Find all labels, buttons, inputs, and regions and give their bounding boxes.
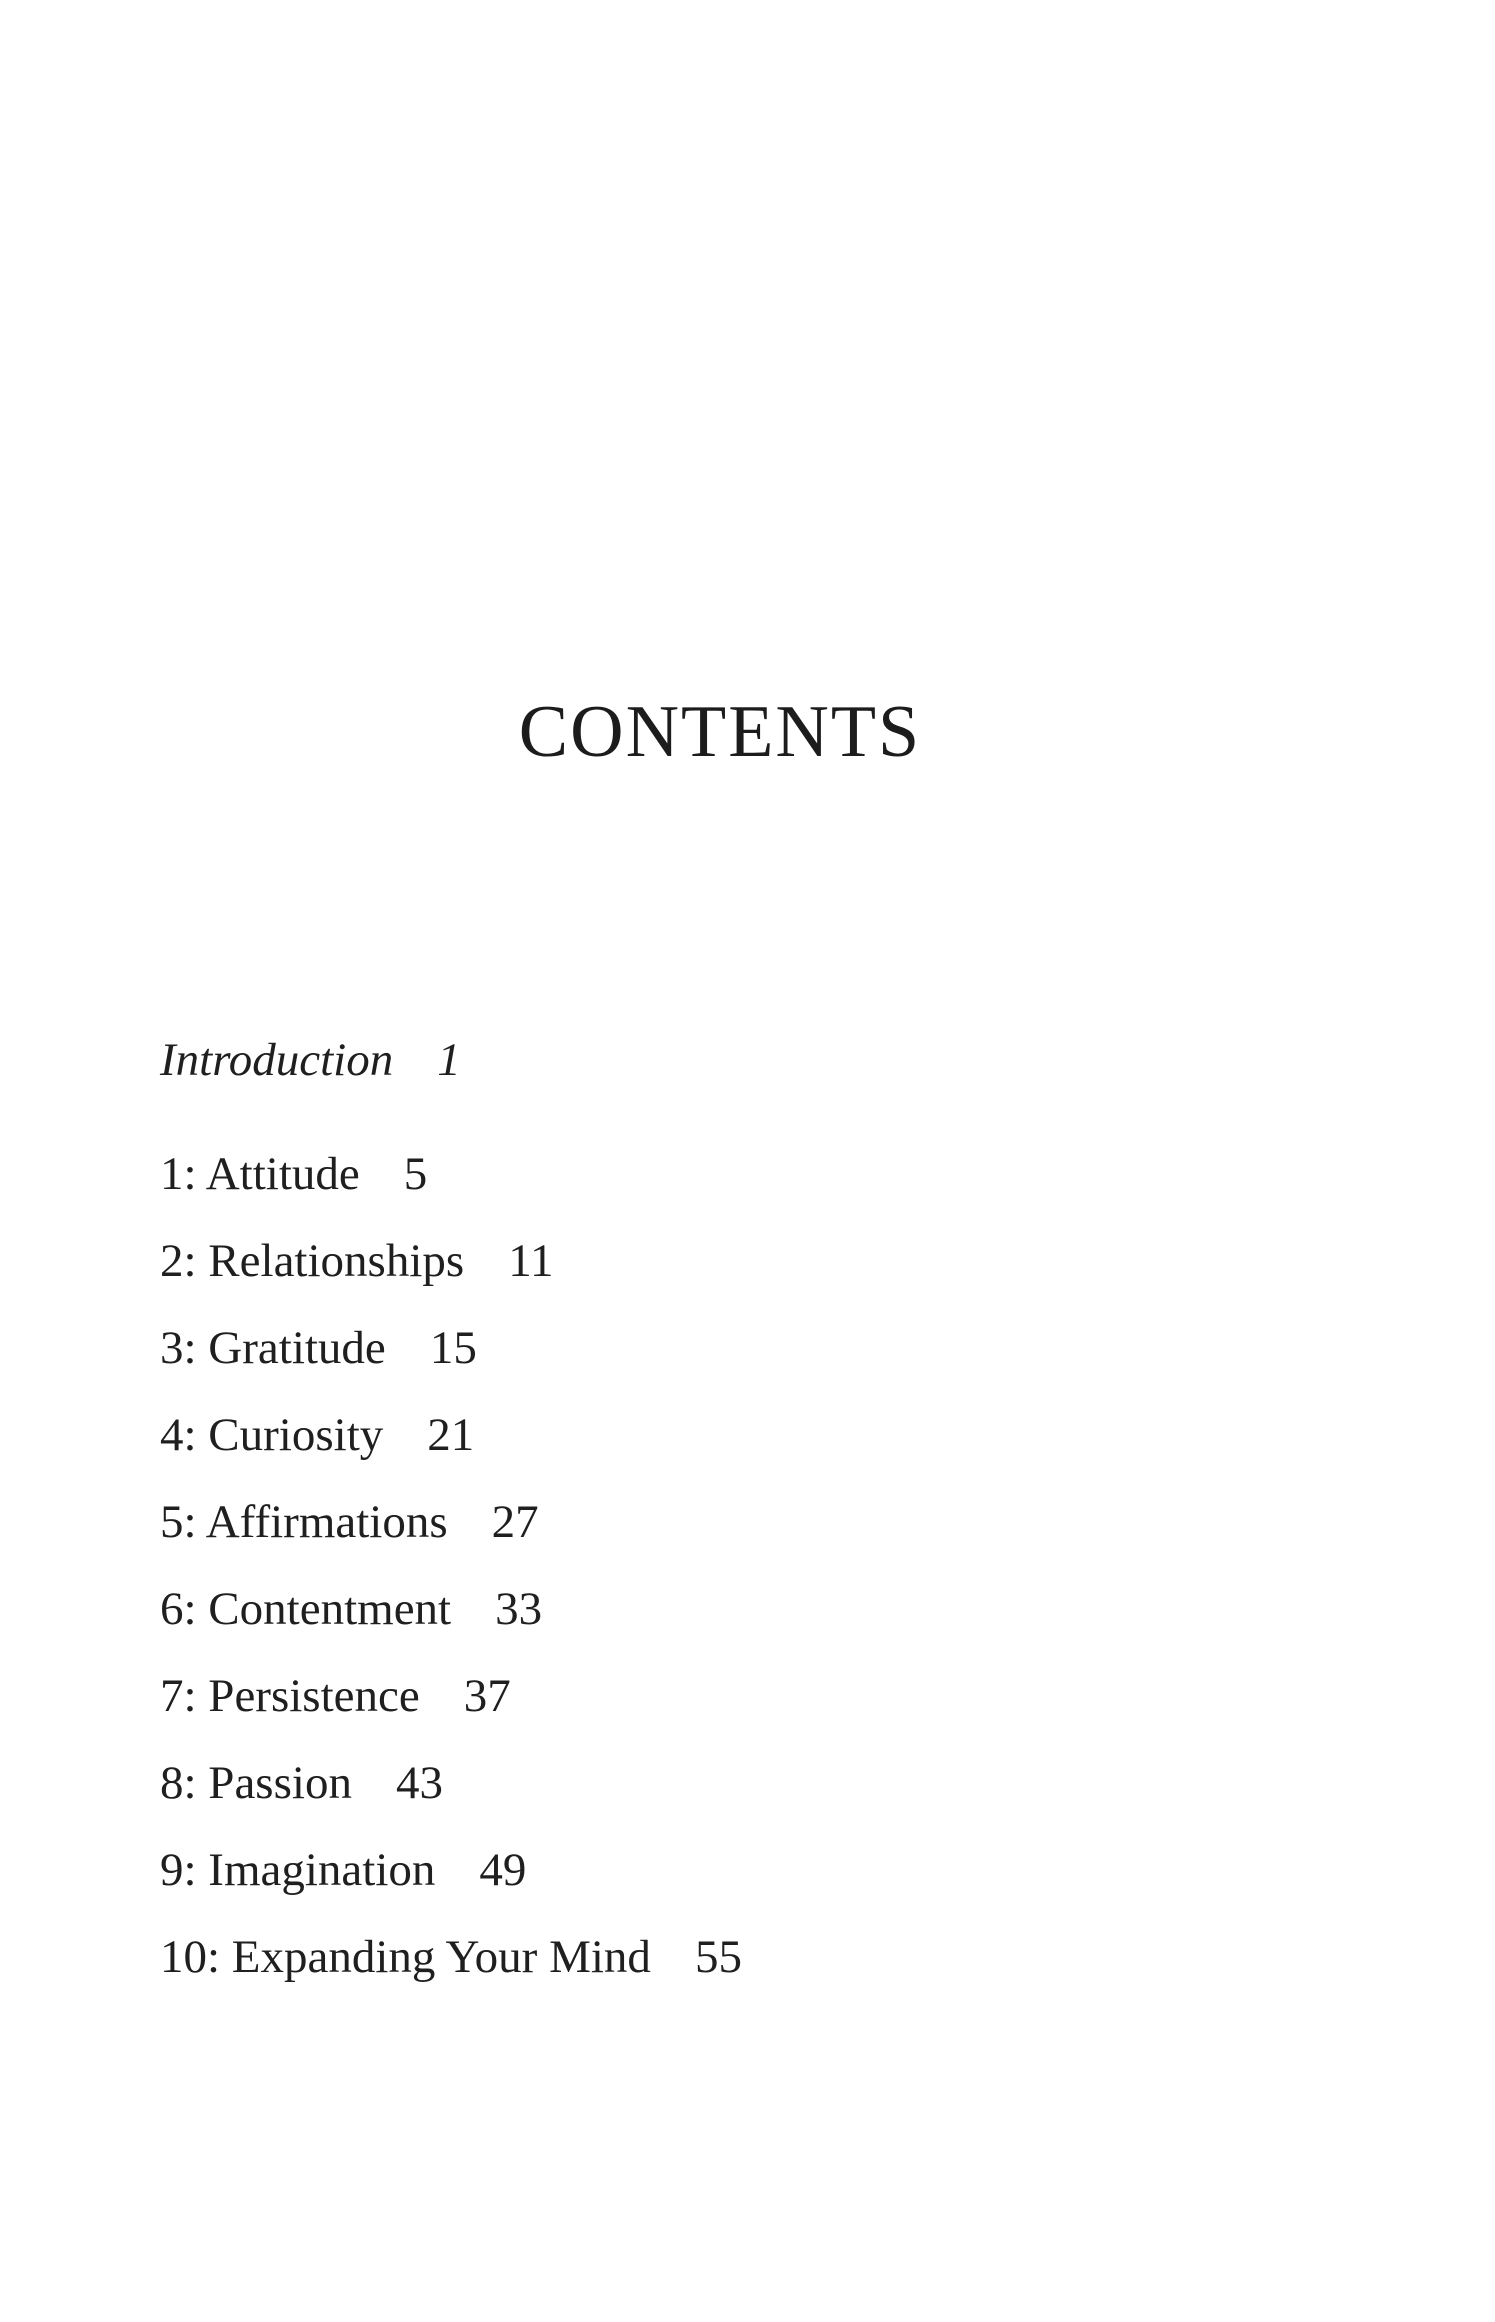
toc-entry-page: 49 <box>479 1844 527 1896</box>
toc-entry-chapter-3 <box>160 1316 1260 1380</box>
toc-entry-page: 21 <box>427 1409 475 1461</box>
toc-entry-chapter-1 <box>160 1142 1260 1206</box>
page-title: CONTENTS <box>518 691 922 773</box>
toc-entry-page: 27 <box>491 1496 539 1548</box>
toc-entry-label: 1: Attitude <box>160 1148 360 1200</box>
toc-entry-label: 9: Imagination <box>160 1844 436 1896</box>
toc-entry-page: 5 <box>403 1148 428 1200</box>
toc-entry-introduction <box>160 1028 1260 1092</box>
toc-entry-chapter-8 <box>160 1751 1260 1815</box>
toc-entry-chapter-10 <box>160 1925 1260 1989</box>
toc-entry-chapter-2 <box>160 1229 1260 1293</box>
toc-entry-page: 33 <box>495 1583 543 1635</box>
table-of-contents <box>160 1028 1260 2012</box>
toc-entry-chapter-6 <box>160 1577 1260 1641</box>
toc-entry-page: 11 <box>508 1235 554 1287</box>
toc-entry-label: 4: Curiosity <box>160 1409 384 1461</box>
toc-entry-label: 10: Expanding Your Mind <box>160 1931 651 1983</box>
toc-entry-label: 7: Persistence <box>160 1670 420 1722</box>
toc-entry-page: 43 <box>395 1757 443 1809</box>
toc-entry-page: 1 <box>437 1034 461 1086</box>
toc-entry-chapter-5 <box>160 1490 1260 1554</box>
toc-entry-chapter-4 <box>160 1403 1260 1467</box>
toc-entry-label: 8: Passion <box>160 1757 352 1809</box>
toc-entry-label: 6: Contentment <box>160 1583 452 1635</box>
toc-entry-label: 5: Affirmations <box>160 1496 448 1548</box>
toc-entry-chapter-7 <box>160 1664 1260 1728</box>
toc-entry-label: 2: Relationships <box>160 1235 465 1287</box>
toc-entry-page: 15 <box>429 1322 477 1374</box>
toc-entry-page: 37 <box>463 1670 511 1722</box>
toc-entry-label: 3: Gratitude <box>160 1322 386 1374</box>
toc-entry-label: Introduction <box>160 1034 394 1086</box>
toc-entry-chapter-9 <box>160 1838 1260 1902</box>
toc-entry-page: 55 <box>694 1931 742 1983</box>
